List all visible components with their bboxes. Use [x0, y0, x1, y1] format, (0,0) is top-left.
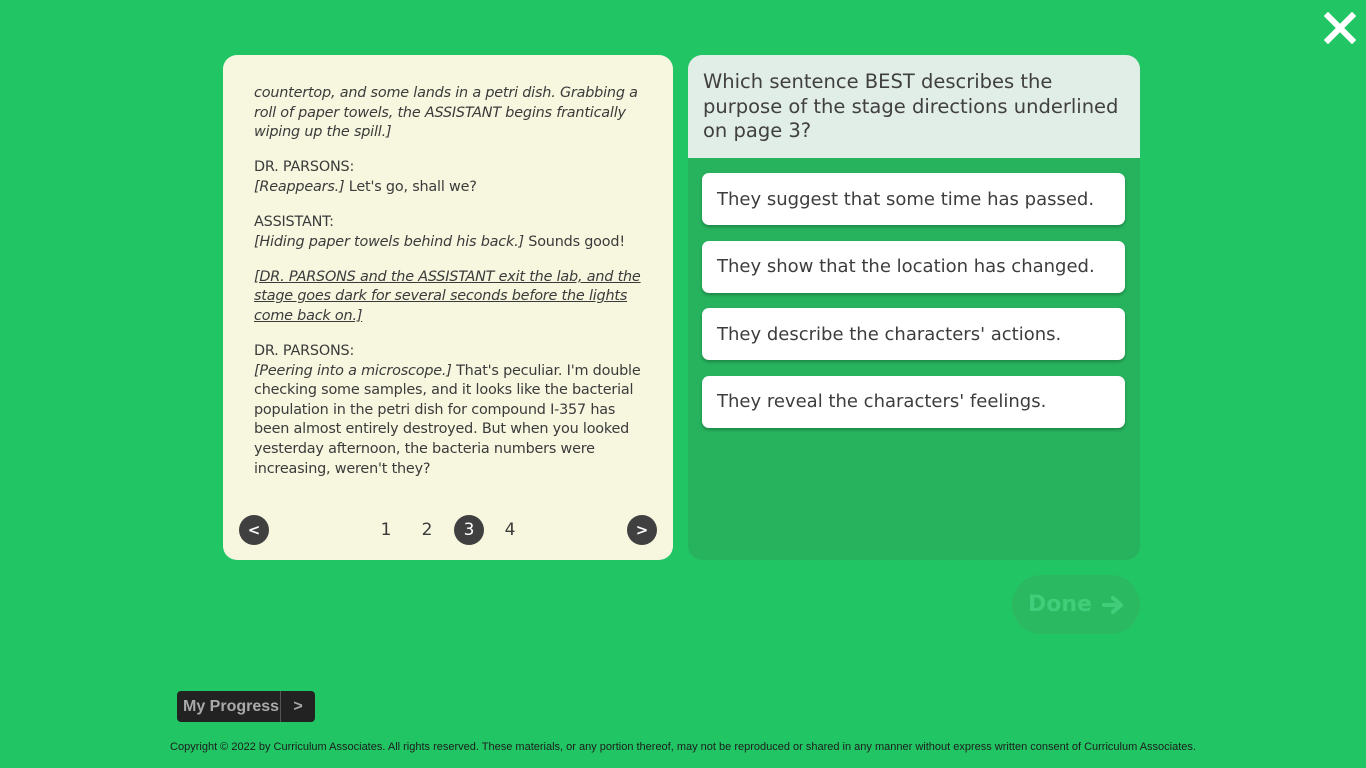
answer-option-c[interactable]: They describe the characters' actions.	[702, 308, 1125, 360]
arrow-right-icon	[1102, 595, 1124, 615]
passage-panel	[223, 55, 673, 560]
page-3-button[interactable]: 3	[454, 515, 484, 545]
copyright-text: Copyright © 2022 by Curriculum Associates. All rights reserved. These materials, or any portion thereof, may not be reproduced or shared in any manner without express written consent of Curriculum Associates.	[170, 741, 1196, 753]
dialogue-line: Let's go, shall we?	[344, 178, 477, 195]
question-header	[688, 55, 1140, 158]
prev-page-button[interactable]: <	[239, 515, 269, 545]
passage-block	[254, 213, 644, 252]
page-1-button[interactable]: 1	[380, 520, 392, 540]
page-2-button[interactable]: 2	[421, 520, 433, 540]
question-text: Which sentence BEST describes the purpose of the stage directions underlined on page 3?	[703, 70, 1119, 142]
stage-direction: [Reappears.]	[254, 178, 345, 195]
answer-option-b[interactable]: They show that the location has changed.	[702, 241, 1125, 293]
close-x-icon	[1322, 10, 1358, 46]
chevron-right-icon: >	[293, 697, 303, 715]
question-panel	[688, 55, 1140, 560]
speaker-name: ASSISTANT:	[254, 213, 334, 230]
my-progress-button[interactable]	[177, 691, 315, 722]
page-4-button[interactable]: 4	[504, 520, 516, 540]
next-page-button[interactable]: >	[627, 515, 657, 545]
underlined-stage-direction: [DR. PARSONS and the ASSISTANT exit the lab, and the stage goes dark for several seconds before the lights come back on.]	[254, 268, 641, 324]
passage-text	[254, 84, 644, 495]
close-button[interactable]	[1322, 10, 1358, 46]
speaker-name: DR. PARSONS:	[254, 159, 355, 176]
passage-block	[254, 158, 644, 197]
passage-block	[254, 268, 644, 327]
passage-block	[254, 84, 644, 143]
stage-direction: [Hiding paper towels behind his back.]	[254, 233, 524, 250]
stage-direction: [Peering into a microscope.]	[254, 362, 452, 379]
stage-direction: countertop, and some lands in a petri dish. Grabbing a roll of paper towels, the ASSISTANT begins frantically wiping up the spill.]	[254, 85, 638, 141]
answer-option-a[interactable]: They suggest that some time has passed.	[702, 173, 1125, 225]
my-progress-label: My Progress	[183, 697, 280, 715]
speaker-name: DR. PARSONS:	[254, 342, 355, 359]
answer-list	[702, 173, 1125, 443]
answer-option-d[interactable]: They reveal the characters' feelings.	[702, 376, 1125, 428]
passage-block	[254, 342, 644, 479]
done-button[interactable]	[1012, 575, 1140, 634]
dialogue-line: That's peculiar. I'm double checking some samples, and it looks like the bacterial population in the petri dish for compound I-357 has been almost entirely destroyed. But when you looked yesterday afternoon, the bacteria numbers were increasing, weren't they?	[254, 362, 641, 477]
done-label: Done	[1028, 592, 1092, 617]
dialogue-line: Sounds good!	[523, 233, 625, 250]
